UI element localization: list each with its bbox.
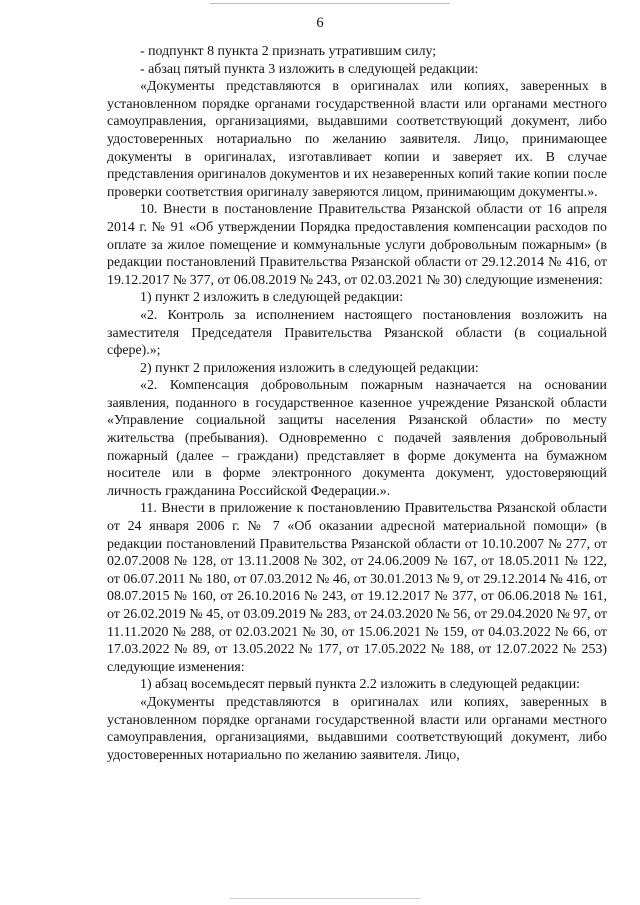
subitem: 1) абзац восемьдесят первый пункта 2.2 изложить в следующей редакции:	[140, 677, 581, 693]
scan-edge-mark	[230, 898, 420, 899]
list-dash-item: - подпункт 8 пункта 2 признать утратившим силу;	[140, 44, 437, 59]
document-body	[107, 43, 607, 764]
list-dash-item: - абзац пятый пункта 3 изложить в следующей редакции:	[140, 61, 479, 77]
page-number: 6	[316, 15, 324, 31]
numbered-clause-10: 10. Внести в постановление Правительства Рязанской области от 16 апреля 2014 г. № 91 «Об утверждении Порядка предоставления компенсации расходов по оплате за жилое помещение и коммунальные услуги добровольным пожарным» (в редакции постановлений Правительства Рязанской области от 29.12.2014 № 416, от 19.12.2017 № 377, от 06.08.2019 № 243, от 02.03.2021 № 30) следующие изменения:	[107, 202, 607, 288]
numbered-clause-11: 11. Внести в приложение к постановлению Правительства Рязанской области от 24 января 2006 г. № 7 «Об оказании адресной материальной помощи» (в редакции постановлений Правительства Рязанской области от 10.10.2007 № 277, от 02.07.2008 № 128, от 13.11.2008 № 302, от 24.06.2009 № 167, от 18.05.2011 № 122, от 06.07.2011 № 180, от 07.03.2012 № 46, от 30.01.2013 № 9, от 29.12.2014 № 416, от 08.07.2015 № 160, от 26.10.2016 № 243, от 19.12.2017 № 377, от 06.06.2018 № 161, от 26.02.2019 № 45, от 03.09.2019 № 283, от 24.03.2020 № 56, от 29.04.2020 № 97, от 11.11.2020 № 288, от 02.03.2021 № 30, от 15.06.2021 № 159, от 04.03.2022 № 66, от 17.03.2022 № 89, от 13.05.2022 № 177, от 17.05.2022 № 188, от 12.07.2022 № 253) следующие изменения:	[107, 501, 607, 675]
quoted-paragraph: «Документы представляются в оригиналах или копиях, заверенных в установленном порядке органами государственной власти или органами местного самоуправления, организациями, выдавшими соответствующий документ, либо удостоверенных нотариально по желанию заявителя. Лицо,	[107, 694, 607, 763]
quoted-paragraph: «2. Контроль за исполнением настоящего постановления возложить на заместителя Председателя Правительства Рязанской области (в социальной сфере).»;	[107, 307, 607, 359]
subitem: 2) пункт 2 приложения изложить в следующей редакции:	[140, 360, 479, 376]
quoted-paragraph: «2. Компенсация добровольным пожарным назначается на основании заявления, поданного в государственное казенное учреждение Рязанской области «Управление социальной защиты населения Рязанской области» по месту жительства (пребывания). Одновременно с подачей заявления добровольный пожарный (далее – граждани) представляет в форме документа на бумажном носителе или в форме электронного документа документ, удостоверяющий личность гражданина Российской Федерации.».	[107, 378, 607, 499]
quoted-paragraph: «Документы представляются в оригиналах или копиях, заверенных в установленном порядке органами государственной власти или органами местного самоуправления, организациями, выдавшими соответствующий документ, либо удостоверенных нотариально по желанию заявителя. Лицо, принимающее документы в оригиналах, изготавливает копии и заверяет их. В случае представления оригиналов документов и их незаверенных копий такие копии после проверки соответствия оригиналу заверяются лицом, принимающим документы.».	[107, 79, 607, 200]
subitem: 1) пункт 2 изложить в следующей редакции:	[140, 290, 404, 306]
scan-edge-mark	[210, 3, 450, 4]
